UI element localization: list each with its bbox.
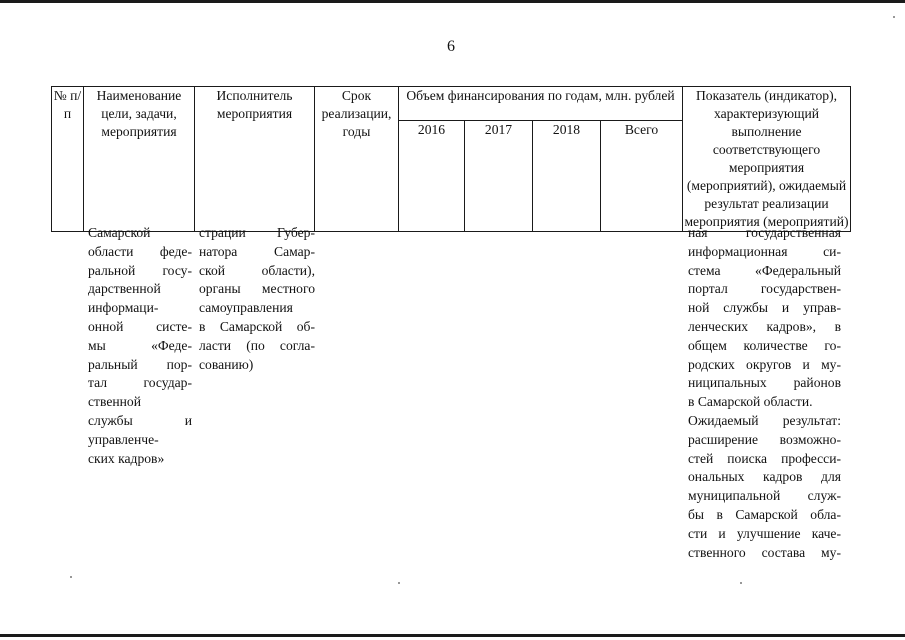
text-line: службы и	[88, 412, 192, 428]
cell-executor-continuation	[199, 224, 315, 374]
scan-speck	[740, 582, 742, 584]
text-line: Самарской	[88, 225, 151, 240]
scan-speck	[893, 16, 895, 18]
text-line: области феде-	[88, 243, 192, 259]
text-line: общем количестве го-	[688, 337, 841, 353]
text-line: Ожидаемый результат:	[688, 412, 841, 428]
text-line: ральный пор-	[88, 356, 192, 372]
header-indicator: Показатель (индикатор), характеризующий выполнение соответствующего мероприятия (мероприятий), ожидаемый результат реализации мероприятия (мероприятий)	[683, 87, 851, 232]
scan-speck	[398, 582, 400, 584]
text-line: мы «Феде-	[88, 337, 192, 353]
text-line: бы в Самарской обла-	[688, 506, 841, 522]
text-line: информационная си-	[688, 243, 841, 259]
financing-table	[51, 86, 851, 232]
text-line: дарственной	[88, 281, 161, 297]
text-line: информаци-	[88, 300, 159, 316]
text-line: ональных кадров для	[688, 469, 841, 485]
page-number: 6	[447, 38, 455, 55]
scan-speck	[70, 576, 72, 578]
text-line: ральной госу-	[88, 262, 192, 278]
scan-border-top	[0, 0, 905, 3]
text-line: ленческих кадров», в	[688, 318, 841, 334]
text-line: органы местного	[199, 281, 315, 297]
text-line: ственной	[88, 394, 141, 410]
text-line: стей поиска професси-	[688, 450, 841, 466]
text-line: родских округов и му-	[688, 356, 841, 372]
header-total: Всего	[601, 120, 683, 231]
cell-indicator-continuation	[688, 224, 841, 562]
header-year-2016: 2016	[399, 120, 465, 231]
header-year-2017: 2017	[465, 120, 533, 231]
cell-name-continuation	[88, 224, 192, 468]
text-line: ная государственная	[688, 225, 841, 240]
text-line: страции Губер-	[199, 225, 315, 240]
text-line: ских кадров»	[88, 450, 165, 466]
header-name: Наименование цели, задачи, мероприятия	[84, 87, 195, 232]
text-line: управленче-	[88, 431, 159, 447]
header-year-2018: 2018	[533, 120, 601, 231]
text-line: ственного состава му-	[688, 544, 841, 560]
text-line: стема «Федеральный	[688, 262, 841, 278]
text-line: натора Самар-	[199, 243, 315, 259]
text-line: сованию)	[199, 356, 254, 372]
text-line: ниципальных районов	[688, 375, 841, 391]
text-line: ласти (по согла-	[199, 337, 315, 353]
text-line: портал государствен-	[688, 281, 841, 297]
text-line: ской области),	[199, 262, 315, 278]
text-line: онной систе-	[88, 318, 192, 334]
text-line: ной службы и управ-	[688, 300, 841, 316]
text-line: муниципальной служ-	[688, 488, 841, 504]
header-num: № п/п	[52, 87, 84, 232]
text-line: в Самарской об-	[199, 318, 315, 334]
header-financing: Объем финансирования по годам, млн. рублей	[399, 87, 683, 121]
text-line: самоуправления	[199, 300, 293, 316]
header-executor: Исполнитель мероприятия	[195, 87, 315, 232]
text-line: расширение возможно-	[688, 431, 841, 447]
text-line: сти и улучшение каче-	[688, 525, 841, 541]
text-line: тал государ-	[88, 375, 192, 391]
scan-border-bottom	[0, 634, 905, 637]
text-line: в Самарской области.	[688, 394, 813, 410]
header-term: Срок реализации, годы	[315, 87, 399, 232]
